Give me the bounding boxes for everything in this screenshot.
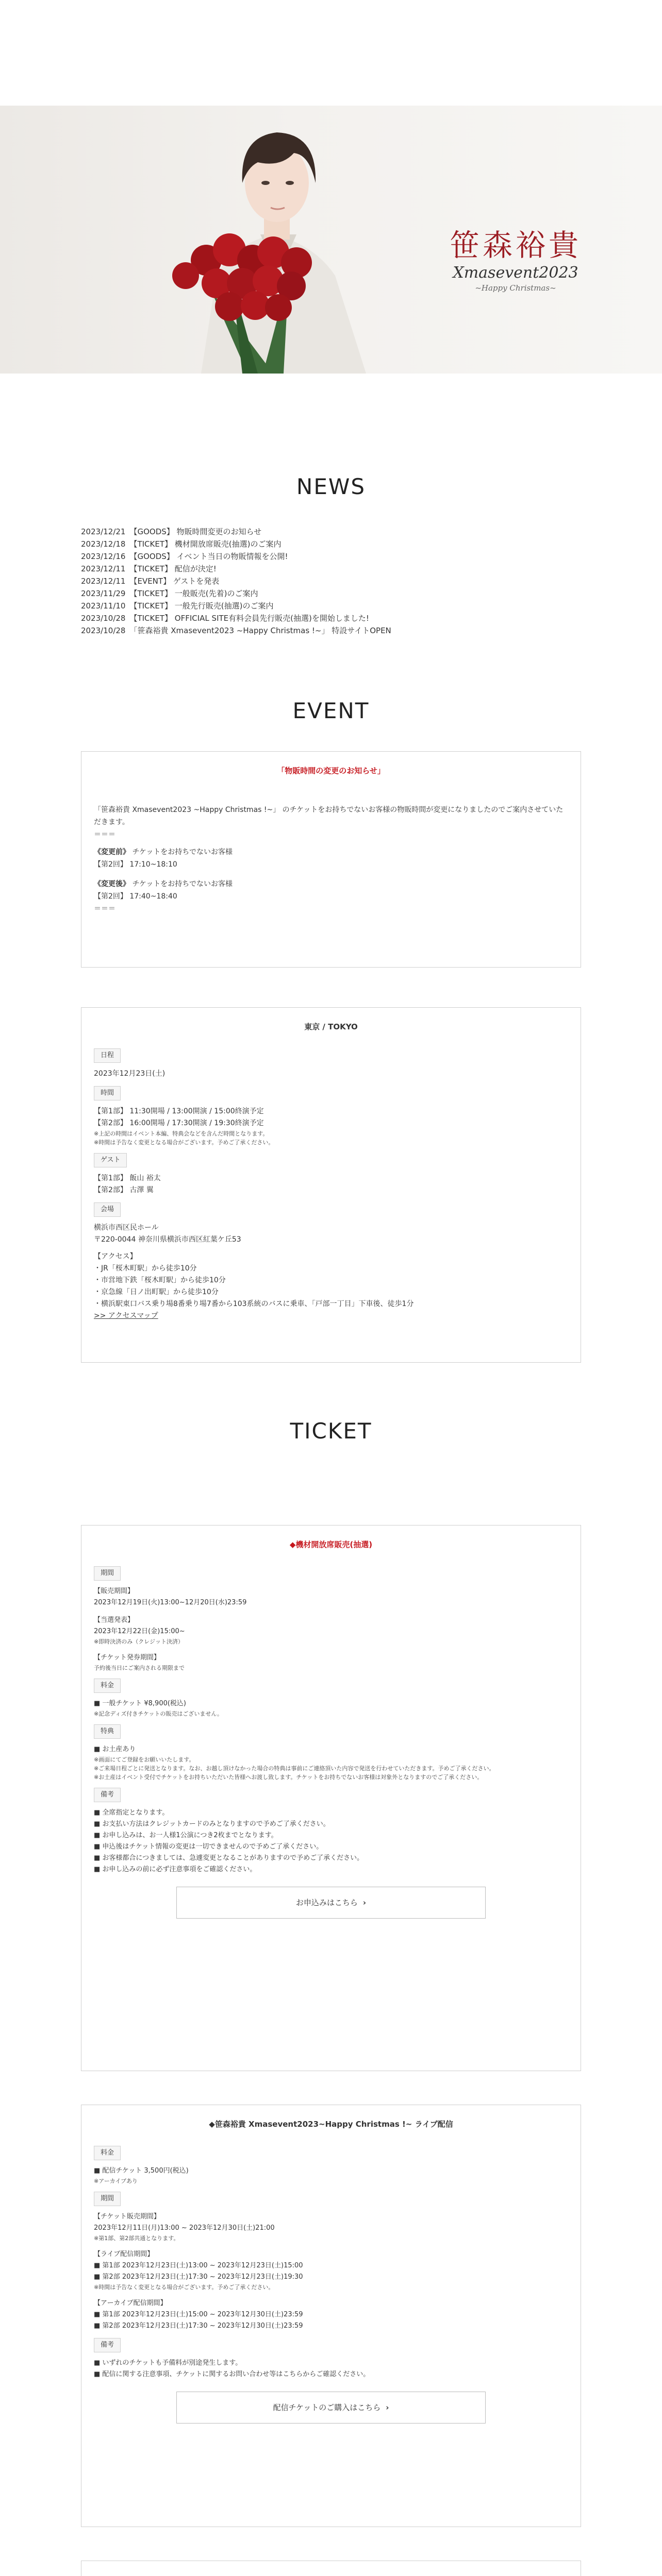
goods-notice-box — [81, 751, 581, 968]
price-note: ※アーカイブあり — [94, 2178, 138, 2185]
access-title: 【アクセス】 — [94, 1252, 137, 1261]
news-title: NEWS — [296, 474, 366, 499]
venue-box — [81, 1007, 581, 1363]
ticket-box-title: ◆機材開放席販売(抽選) — [289, 1540, 373, 1549]
result-title: 【当選発表】 — [94, 1616, 135, 1624]
stream-purchase-button[interactable]: 配信チケットのご購入はこちら › — [176, 2392, 486, 2424]
access-line: ・JR「桜木町駅」から徒歩10分 — [94, 1264, 197, 1273]
benefit-label: 特典 — [94, 1724, 121, 1739]
hero-banner — [0, 106, 662, 374]
remark-item: ■ お客様都合につきましては、急遽変更となることがありますので予めご了承ください。 — [94, 1854, 364, 1862]
issue-period: 予約後当日にご案内される期限まで — [94, 1665, 185, 1672]
access-line: ・京急線「日ノ出町駅」から徒歩10分 — [94, 1288, 219, 1297]
access-line: ・横浜駅東口バス乗り場8番乗り場7番から103系統のバスに乗車、「戸部一丁目」下車後、徒歩1分 — [94, 1300, 414, 1309]
venue-title: 東京 / TOKYO — [304, 1022, 358, 1031]
sales-period: 2023年12月19日(火)13:00~12月20日(水)23:59 — [94, 1599, 247, 1607]
hero-photo — [170, 106, 387, 374]
chevron-right-icon: › — [386, 2403, 389, 2413]
archive-period-title: 【アーカイブ配信期間】 — [94, 2299, 167, 2308]
notice-after-text: チケットをお持ちでないお客様 — [132, 880, 233, 889]
notice-separator: ＝＝＝ — [94, 831, 115, 839]
news-item[interactable]: 2023/10/28 「笹森裕貴 Xmasevent2023 ~Happy Christmas !~」 特設サイトOPEN — [81, 626, 391, 635]
remark-item: ■ 配信に関する注意事項、チケットに関するお問い合わせ等はこちらからご確認ください。 — [94, 2370, 370, 2379]
notice-body: 「笹森裕貴 Xmasevent2023 ~Happy Christmas !~」 のチケットをお持ちでないお客様の物販時間が変更になりましたのでご案内させていただきます。 — [94, 806, 564, 827]
live-period-title: 【ライブ配信期間】 — [94, 2250, 154, 2259]
period-label: 期間 — [94, 1566, 121, 1581]
ticket-box-equipment — [81, 1525, 581, 2071]
price-general: ■ 一般チケット ¥8,900(税込) — [94, 1700, 187, 1708]
access-line: ・市営地下鉄「桜木町駅」から徒歩10分 — [94, 1276, 226, 1285]
notice-before-text: チケットをお持ちでないお客様 — [132, 848, 233, 857]
notice-title: 「物販時間の変更のお知らせ」 — [277, 766, 385, 775]
price-stream: ■ 配信チケット 3,500円(税込) — [94, 2167, 189, 2175]
place-label: 会場 — [94, 1202, 121, 1217]
time-part2: 【第2部】 16:00開場 / 17:30開演 / 19:30終演予定 — [94, 1119, 264, 1128]
benefit-note: ※ご来場日程ごとに発送となります。なお、お越し頂けなかった場合の特典は事前にご連絡頂いた内容で発送を行わせていただきます。予めご了承ください。 — [94, 1765, 495, 1772]
news-item[interactable]: 2023/11/10 【TICKET】 一般先行販売(抽選)のご案内 — [81, 601, 274, 611]
chevron-right-icon: › — [362, 1898, 367, 1908]
time-note-1: ※上記の時間はイベント本編、特典会などを含んだ時間となります。 — [94, 1130, 269, 1138]
time-label: 時間 — [94, 1086, 121, 1100]
live-period: ■ 第2部 2023年12月23日(土)17:30 ~ 2023年12月23日(土)19:30 — [94, 2273, 303, 2281]
benefit-note: ※お土産はイベント受付でチケットをお持ちいただいた皆様へお渡し致します。チケットをお持ちでないお客様は対象外となりますのでご了承ください。 — [94, 1774, 483, 1781]
news-item[interactable]: 2023/10/28 【TICKET】 OFFICIAL SITE有料会員先行販売(抽選)を開始しました! — [81, 614, 369, 623]
guest-label: ゲスト — [94, 1153, 127, 1167]
sales-period: 2023年12月11日(月)13:00 ~ 2023年12月30日(土)21:00 — [94, 2224, 275, 2232]
ticket-box-fanclub — [81, 2561, 581, 2576]
news-item[interactable]: 2023/12/11 【EVENT】 ゲストを発表 — [81, 577, 220, 586]
hero-artist-name: 笹森裕貴 — [449, 228, 582, 263]
time-note-2: ※時間は予告なく変更となる場合がございます。予めご了承ください。 — [94, 1139, 274, 1146]
notice-separator-end: ＝＝＝ — [94, 905, 115, 913]
news-item[interactable]: 2023/12/18 【TICKET】 機材開放席販売(抽選)のご案内 — [81, 539, 282, 549]
result-date: 2023年12月22日(金)15:00~ — [94, 1628, 185, 1636]
news-item[interactable]: 2023/12/16 【GOODS】 イベント当日の物販情報を公開! — [81, 552, 288, 561]
remarks-label: 備考 — [94, 1788, 121, 1802]
ticket-title: TICKET — [290, 1418, 372, 1444]
ticket-box-stream — [81, 2105, 581, 2527]
date-label: 日程 — [94, 1048, 121, 1063]
period-label: 期間 — [94, 2192, 121, 2206]
remark-item: ■ お支払い方法はクレジットカードのみとなりますので予めご了承ください。 — [94, 1820, 330, 1828]
news-item[interactable]: 2023/12/21 【GOODS】 物販時間変更のお知らせ — [81, 527, 262, 536]
sales-note: ※第1部、第2部共通となります。 — [94, 2235, 179, 2242]
remark-item: ■ 全席指定となります。 — [94, 1809, 169, 1817]
hero-logo — [438, 229, 593, 294]
sales-period-title: 【販売期間】 — [94, 1587, 135, 1596]
archive-period: ■ 第1部 2023年12月23日(土)15:00 ~ 2023年12月30日(土)23:59 — [94, 2311, 303, 2319]
remarks-label: 備考 — [94, 2338, 121, 2352]
guest-part2: 【第2部】 古澤 翼 — [94, 1186, 154, 1195]
hero-event-subtitle: ~Happy Christmas~ — [475, 283, 556, 293]
notice-after-round: 【第2回】 17:40~18:40 — [94, 892, 177, 901]
guest-part1: 【第1部】 飯山 裕太 — [94, 1174, 161, 1183]
archive-period: ■ 第2部 2023年12月23日(土)17:30 ~ 2023年12月30日(土)23:59 — [94, 2322, 303, 2330]
benefit-item: ■ お土産あり — [94, 1745, 136, 1754]
news-list — [81, 526, 581, 637]
price-label: 料金 — [94, 2146, 121, 2160]
live-note: ※時間は予告なく変更となる場合がございます。予めご了承ください。 — [94, 2284, 274, 2291]
event-title: EVENT — [292, 698, 370, 723]
issue-title: 【チケット発券期間】 — [94, 1654, 160, 1662]
time-part1: 【第1部】 11:30開場 / 13:00開演 / 15:00終演予定 — [94, 1107, 264, 1116]
notice-after-label: 《変更後》 — [94, 880, 130, 889]
notice-before-label: 《変更前》 — [94, 848, 130, 857]
price-note: ※記念ディズ付きチケットの販売はございません。 — [94, 1710, 223, 1718]
remark-item: ■ 申込後はチケット情報の変更は一切できませんので予めご了承ください。 — [94, 1843, 323, 1851]
hero-event-title: Xmasevent2023 — [453, 263, 578, 282]
ticket-box-title: ◆笹森裕貴 Xmasevent2023~Happy Christmas !~ ライブ配信 — [209, 2120, 453, 2129]
benefit-note: ※画面にてご登録をお願いいたします。 — [94, 1756, 195, 1764]
event-date: 2023年12月23日(土) — [94, 1070, 166, 1078]
remark-item: ■ お申し込みは、お一人様1公演につき2枚までとなります。 — [94, 1832, 278, 1840]
remark-item: ■ お申し込みの前に必ず注意事項をご確認ください。 — [94, 1866, 257, 1874]
place-name: 横浜市西区民ホール — [94, 1224, 159, 1232]
result-note: ※即時決済のみ（クレジット決済） — [94, 1638, 184, 1646]
access-map-link[interactable]: >> アクセスマップ — [94, 1312, 158, 1320]
live-period: ■ 第1部 2023年12月23日(土)13:00 ~ 2023年12月23日(土)15:00 — [94, 2262, 303, 2270]
place-address: 〒220-0044 神奈川県横浜市西区紅葉ケ丘53 — [94, 1235, 241, 1244]
sales-period-title: 【チケット販売期間】 — [94, 2213, 160, 2221]
apply-button[interactable]: お申込みはこちら › — [176, 1887, 486, 1919]
news-item[interactable]: 2023/11/29 【TICKET】 一般販売(先着)のご案内 — [81, 589, 258, 598]
remark-item: ■ いずれのチケットも予備料が別途発生します。 — [94, 2359, 242, 2367]
news-item[interactable]: 2023/12/11 【TICKET】 配信が決定! — [81, 564, 217, 573]
price-label: 料金 — [94, 1679, 121, 1693]
notice-before-round: 【第2回】 17:10~18:10 — [94, 860, 177, 869]
